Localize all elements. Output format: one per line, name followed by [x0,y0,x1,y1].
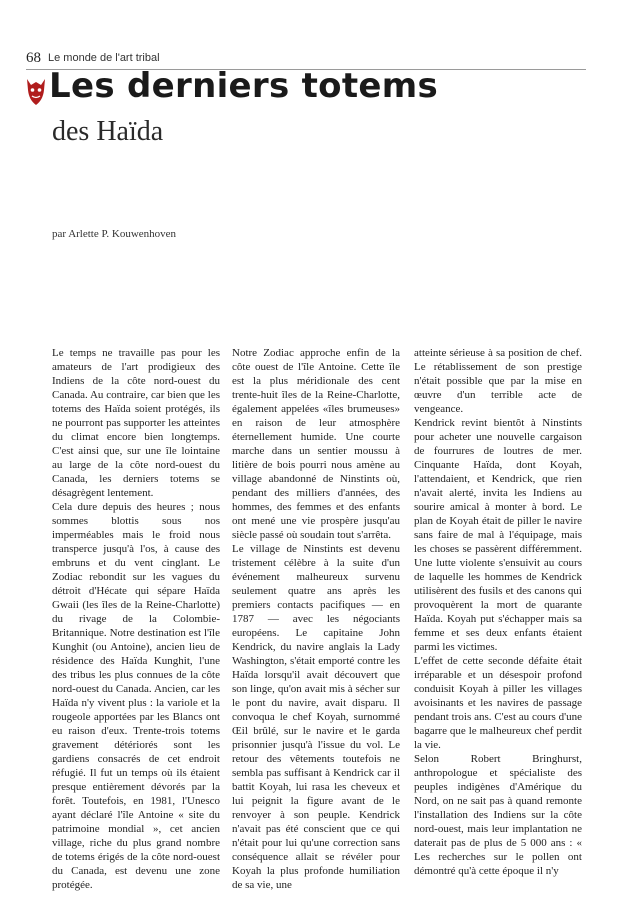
paragraph: Le village de Ninstints est devenu tristement célèbre à la suite d'un événement malheureux survenu seulement quatre ans après les premiers contacts pacifiques — en 1787 — avec les négociants européens. Le capitaine John Kendrick, du navire anglais la Lady Washington, s'était emporté contre les Haïda lorsqu'il avait découvert que son linge, qu'on avait mis à sécher sur le pont du navire, avait disparu. Il convoqua le chef Koyah, surnommé Œil brûlé, sur le navire et le garda prisonnier jusqu'à l'issue du vol. Le retour des vêtements toutefois ne sembla pas suffisant à Kendrick car il battit Koyah, lui rasa les cheveux et lui peignit la figure avant de le renvoyer à son peuple. Kendrick n'avait pas été conscient que ce qui n'était pour lui qu'une correction sans conséquence allait se révéler pour Koyah la plus profonde humiliation de sa vie, une [232,543,400,891]
paragraph: atteinte sérieuse à sa position de chef. Le rétablissement de son prestige n'était possible que par la mise en œuvre d'un terrible acte de vengeance. [414,347,582,415]
paragraph: Le temps ne travaille pas pour les amateurs de l'art prodigieux des Indiens de la côte nord-ouest du Canada. Au contraire, car bien que les totems des Haïda soient protégés, ils ne pourront pas supporter les atteintes du climat encore bien longtemps. C'est ainsi que, sur une île lointaine au large de la côte nord-ouest du Canada, les derniers totems se désagrègent lentement. [52,347,220,499]
article-title-line-2: des Haïda [52,116,164,147]
paragraph: Notre Zodiac approche enfin de la côte ouest de l'île Antoine. Cette île est la plus méridionale des cent trente-huit îles de la Reine-Charlotte, également appelées «îles brumeuses» en raison de leur atmosphère éternellement humide. Une courte marche dans un sentier moussu à litière de bois pourri nous amène au village abandonné de Ninstints où, pendant des milliers d'années, des hommes, des femmes et des enfants ont mené une vie prospère jusqu'au siècle passé où soudain tout s'arrêta. [232,347,400,541]
paragraph: L'effet de cette seconde défaite était irréparable et un désespoir profond conduisit Koyah à piller les villages avoisinants et les navires de passage pendant trois ans. C'est au cours d'une bagarre que le malheureux chef perdit la vie. [414,655,582,751]
paragraph: Kendrick revint bientôt à Ninstints pour acheter une nouvelle cargaison de fourrures de loutres de mer. Cinquante Haïda, dont Koyah, l'attendaient, et Kendrick, que rien n'avait alerté, invita les Indiens au sourire amical à monter à bord. Le plan de Koyah était de piller le navire sans faire de mal à l'équipage, mais les choses se passèrent différemment. Une lutte violente s'ensuivit au cours de laquelle les hommes de Kendrick utilisèrent des fusils et des canons qui provoquèrent la mort de quarante Haïda. Koyah put s'échapper mais sa femme et ses deux enfants étaient parmi les victimes. [414,417,582,653]
text-column-2 [232,346,400,892]
tribal-mask-icon [26,78,46,106]
text-column-3 [414,346,582,878]
author-byline: par Arlette P. Kouwenhoven [52,228,177,240]
text-column-1 [52,346,220,892]
article-title-line-1: Les derniers totems [49,66,439,106]
paragraph: Selon Robert Bringhurst, anthropologue et spécialiste des peuples indigènes d'Amérique du Nord, on ne sait pas à quand remonte l'installation des Indiens sur la côte nord-ouest, mais leur implantation ne daterait pas de plus de 5 000 ans : « Les recherches sur le pollen ont démontré qu'à cette époque il n'y [414,753,582,877]
page-number: 68 [26,50,41,66]
running-title: Le monde de l'art tribal [48,52,160,64]
paragraph: Cela dure depuis des heures ; nous sommes blottis sous nos imperméables mais le froid nous transperce jusqu'à l'os, à cause des embruns et du vent cinglant. Le Zodiac rebondit sur les vagues du détroit d'Hécate qui sépare Haïda Gwaii (les îles de la Reine-Charlotte) du rivage de la Colombie-Britannique. Notre destination est l'île Kunghit (ou Antoine), ancien lieu de résidence des Haïda Kunghit, l'une des tribus les plus connues de la côte nord-ouest du Canada. Ancien, car les Haïda n'y vivent plus : la variole et la rougeole apportées par les Blancs ont eu raison d'eux. Trente-trois totems gravement détériorés sont les gardiens consacrés de cet endroit réfugié. Il fut un temps où ils étaient presque entièrement dévorés par la forêt. Toutefois, en 1981, l'Unesco ayant déclaré l'île Antoine « site du patrimoine mondial », cet ancien village, riche du plus grand nombre de totems érigés de la côte nord-ouest du Canada, est devenu une zone protégée. [52,501,220,891]
